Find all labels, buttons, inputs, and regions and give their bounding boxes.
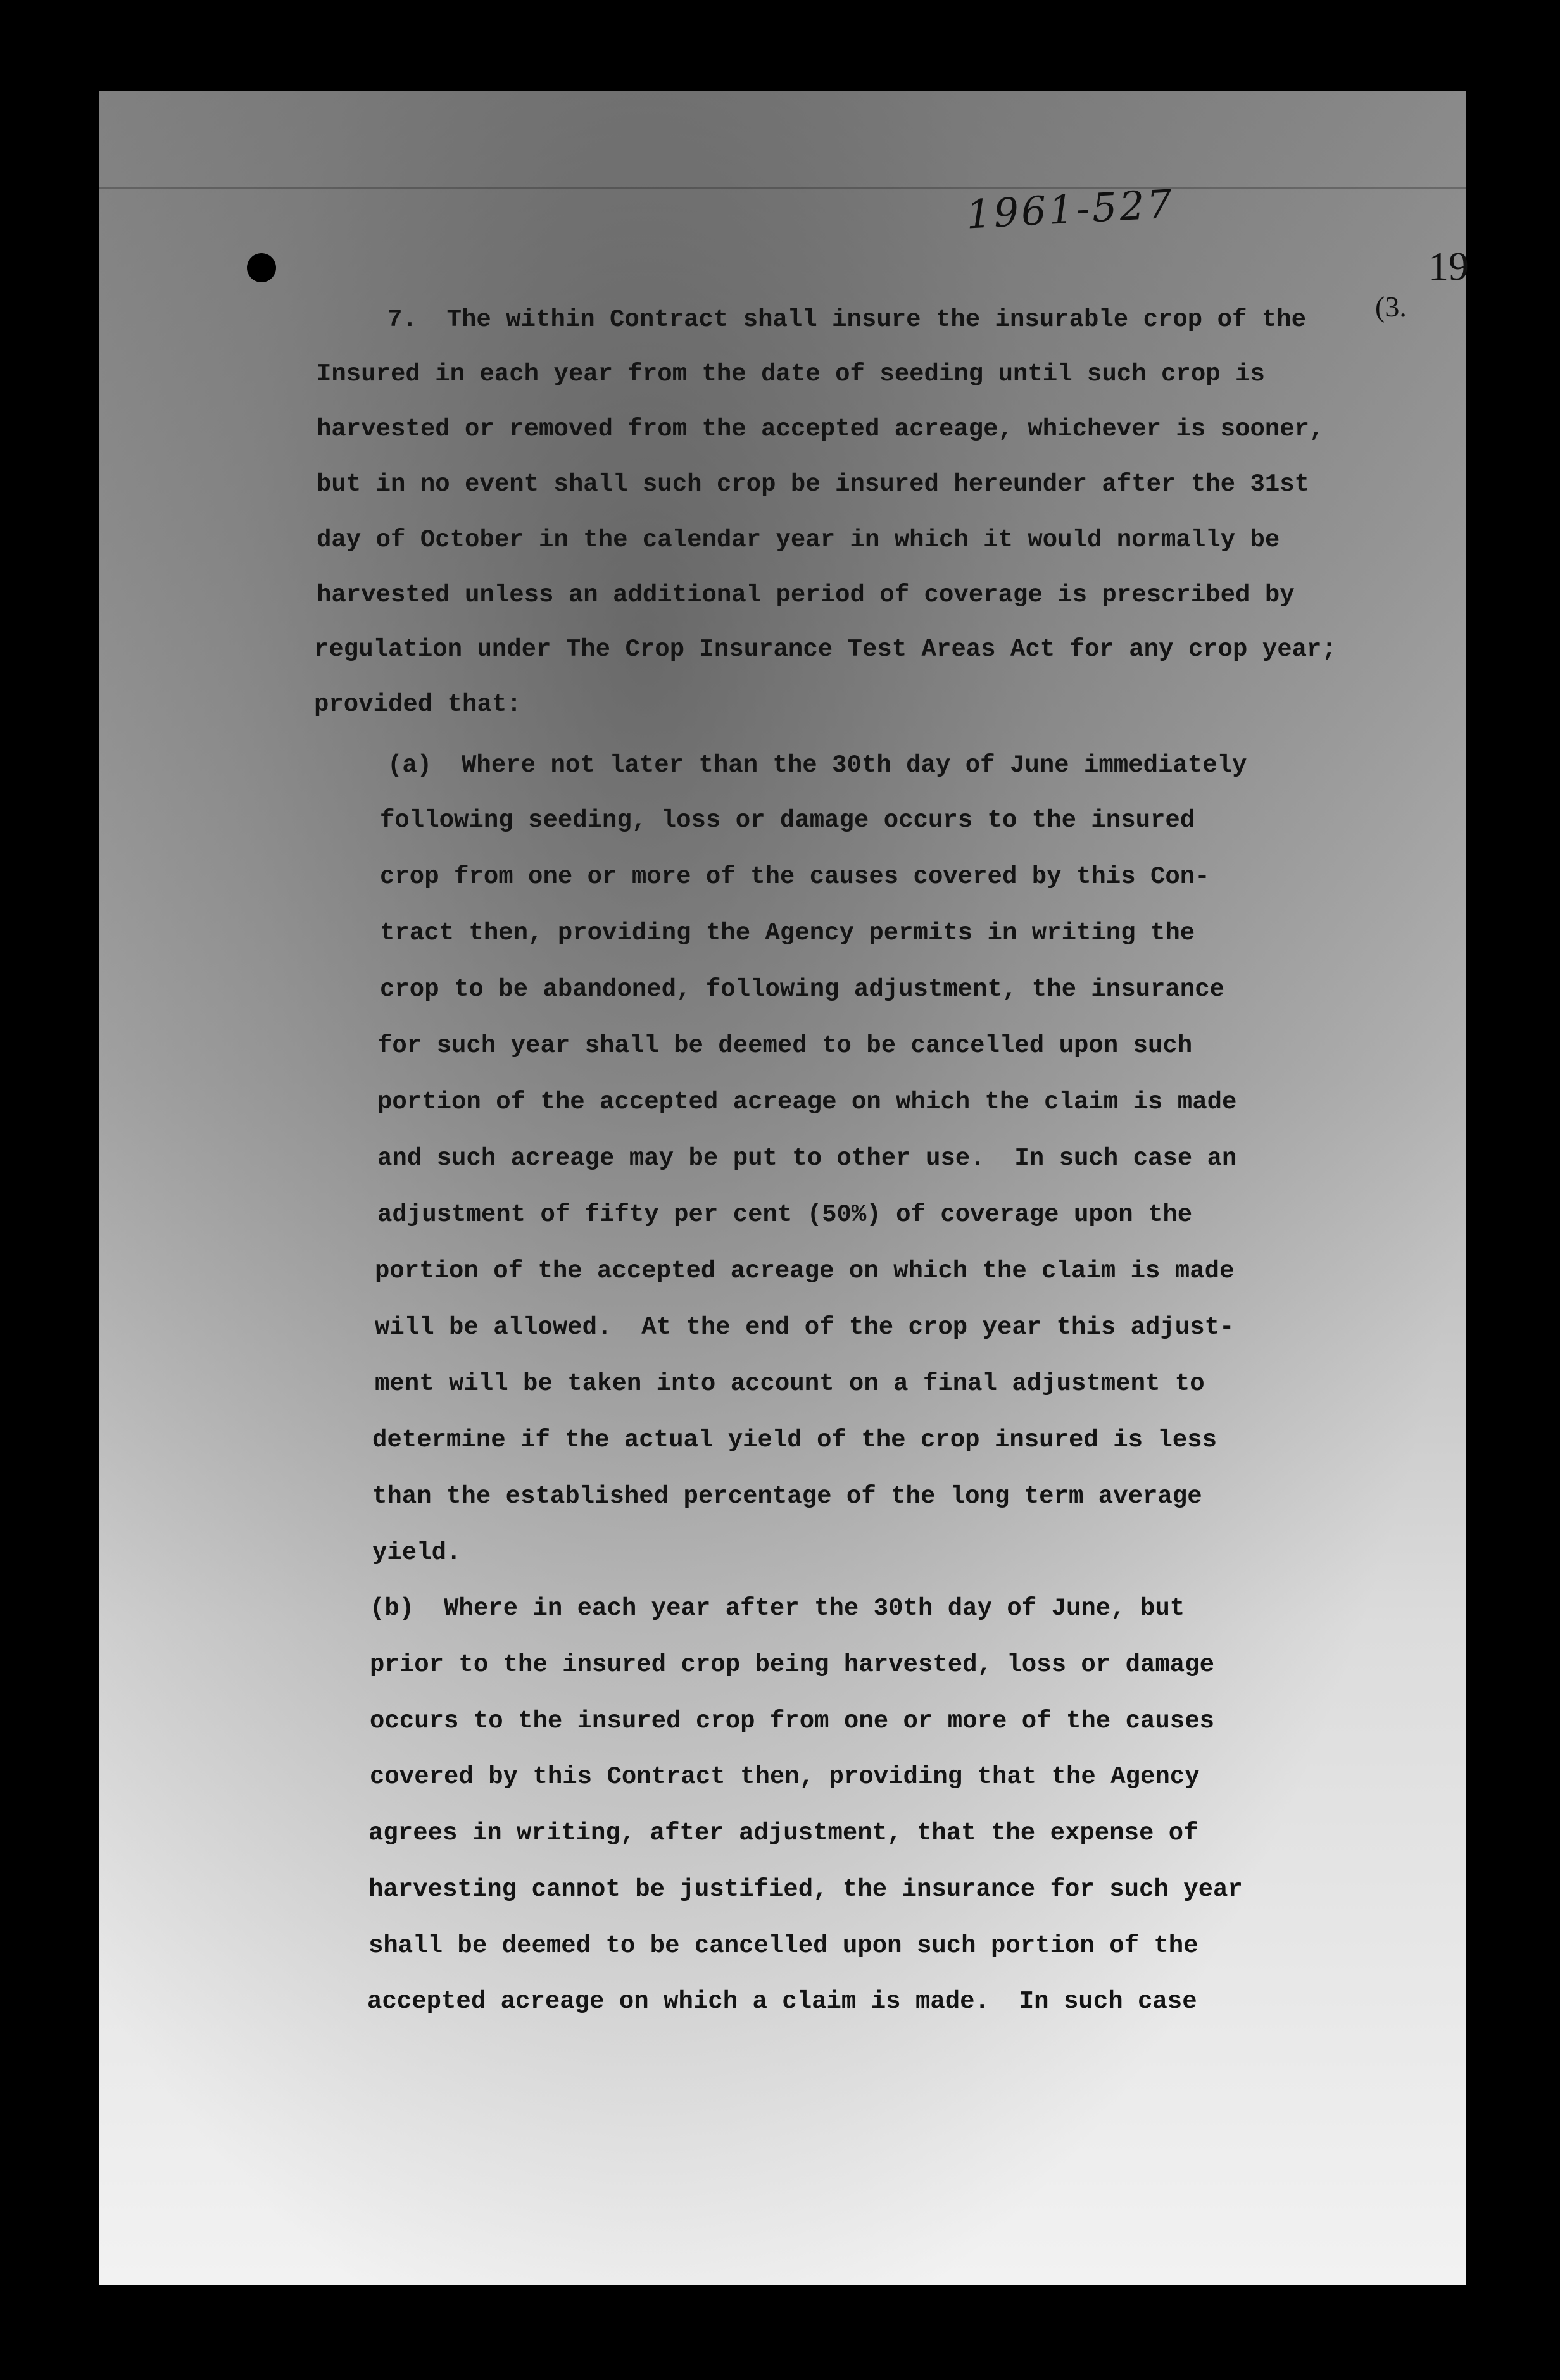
- text-line: 7. The within Contract shall insure the insurable crop of the: [387, 306, 1307, 334]
- text-line: but in no event shall such crop be insured hereunder after the 31st: [317, 470, 1310, 498]
- text-line: regulation under The Crop Insurance Test Areas Act for any crop year;: [314, 636, 1337, 663]
- handwritten-reference-number: 1961-527: [965, 180, 1176, 238]
- text-line: determine if the actual yield of the crop insured is less: [372, 1426, 1217, 1454]
- text-line: agrees in writing, after adjustment, that the expense of: [368, 1819, 1198, 1847]
- text-line: crop to be abandoned, following adjustment, the insurance: [380, 975, 1225, 1003]
- page-number: 19: [1428, 244, 1469, 289]
- text-line: portion of the accepted acreage on which the claim is made: [375, 1257, 1235, 1285]
- document-page: [99, 91, 1469, 2285]
- fold-line: [99, 187, 1466, 189]
- text-line: (b) Where in each year after the 30th day of June, but: [370, 1594, 1185, 1622]
- text-line: covered by this Contract then, providing that the Agency: [370, 1763, 1200, 1791]
- text-line: crop from one or more of the causes covered by this Con-: [380, 863, 1210, 891]
- punch-hole: [247, 253, 276, 282]
- text-line: than the established percentage of the long term average: [372, 1482, 1202, 1510]
- text-line: for such year shall be deemed to be cancelled upon such: [377, 1032, 1193, 1060]
- text-line: day of October in the calendar year in which it would normally be: [317, 526, 1280, 554]
- text-line: (a) Where not later than the 30th day of June immediately: [387, 751, 1247, 779]
- text-line: harvested unless an additional period of coverage is prescribed by: [317, 581, 1295, 609]
- text-line: following seeding, loss or damage occurs to the insured: [380, 806, 1195, 834]
- page-mark: (3.: [1375, 291, 1407, 323]
- text-line: portion of the accepted acreage on which the claim is made: [377, 1088, 1237, 1116]
- text-line: occurs to the insured crop from one or more of the causes: [370, 1707, 1215, 1735]
- text-line: will be allowed. At the end of the crop year this adjust-: [375, 1313, 1235, 1341]
- text-line: Insured in each year from the date of seeding until such crop is: [317, 360, 1265, 388]
- text-line: shall be deemed to be cancelled upon such portion of the: [368, 1932, 1198, 1960]
- text-line: harvested or removed from the accepted acreage, whichever is sooner,: [317, 415, 1324, 443]
- text-line: harvesting cannot be justified, the insurance for such year: [368, 1876, 1243, 1903]
- text-line: ment will be taken into account on a final adjustment to: [375, 1370, 1205, 1398]
- text-line: provided that:: [314, 691, 522, 718]
- text-line: yield.: [372, 1539, 462, 1567]
- text-line: tract then, providing the Agency permits in writing the: [380, 919, 1195, 947]
- text-line: prior to the insured crop being harvested, loss or damage: [370, 1651, 1215, 1679]
- text-line: and such acreage may be put to other use. In such case an: [377, 1144, 1237, 1172]
- text-line: adjustment of fifty per cent (50%) of coverage upon the: [377, 1201, 1193, 1229]
- text-line: accepted acreage on which a claim is made. In such case: [367, 1988, 1197, 2015]
